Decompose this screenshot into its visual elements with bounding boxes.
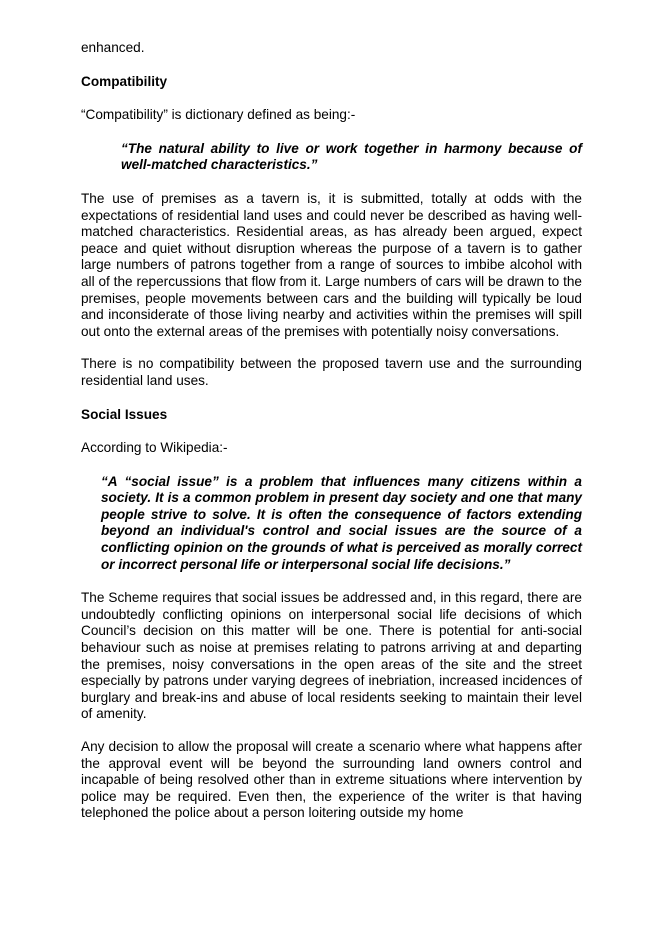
- document-page: [81, 40, 582, 822]
- compatibility-conclusion: There is no compatibility between the proposed tavern use and the surrounding residential land uses.: [81, 356, 582, 388]
- approval-consequences-paragraph: Any decision to allow the proposal will create a scenario where what happens after the approval event will be beyond the surrounding land owners control and incapable of being resolved other than in extreme situations where intervention by police may be required. Even then, the experience of the writer is that having telephoned the police about a person loitering outside my home: [81, 739, 582, 821]
- compatibility-definition-quote: “The natural ability to live or work together in harmony because of well-matched characteristics.”: [121, 140, 582, 173]
- compatibility-paragraph: The use of premises as a tavern is, it is submitted, totally at odds with the expectations of residential land uses and could never be described as having well-matched characteristics. Residential areas, as has already been argued, expect peace and quiet without disruption whereas the purpose of a tavern is to gather large numbers of patrons together from a range of sources to imbibe alcohol with all of the repercussions that flow from it. Large numbers of cars will be drawn to the premises, people movements between cars and the building will typically be loud and inconsiderate of those living nearby and activities within the premises will spill out onto the external areas of the premises with potentially noisy conversations.: [81, 190, 582, 339]
- section-heading-social-issues: Social Issues: [81, 406, 168, 422]
- compatibility-intro: “Compatibility” is dictionary defined as being:-: [81, 107, 356, 123]
- social-issue-definition-quote: “A “social issue” is a problem that influences many citizens within a society. It is a common problem in present day society and one that many people strive to solve. It is often the consequence of factors extending beyond an individual's control and social issues are the source of a conflicting opinion on the grounds of what is perceived as morally correct or incorrect personal life or interpersonal social life decisions.”: [101, 473, 582, 572]
- section-heading-compatibility: Compatibility: [81, 73, 168, 89]
- opening-line: enhanced.: [81, 40, 145, 55]
- social-issues-intro: According to Wikipedia:-: [81, 440, 228, 456]
- social-issues-paragraph: The Scheme requires that social issues be addressed and, in this regard, there are undoubtedly conflicting opinions on interpersonal social life decisions of which Council’s decision on this matter will be one. There is potential for anti-social behaviour such as noise at premises relating to patrons arriving at and departing the premises, noisy conversations in the open areas of the site and the street especially by patrons under varying degrees of inebriation, increased incidences of burglary and break-ins and abuse of local residents seeking to maintain their level of amenity.: [81, 590, 582, 722]
